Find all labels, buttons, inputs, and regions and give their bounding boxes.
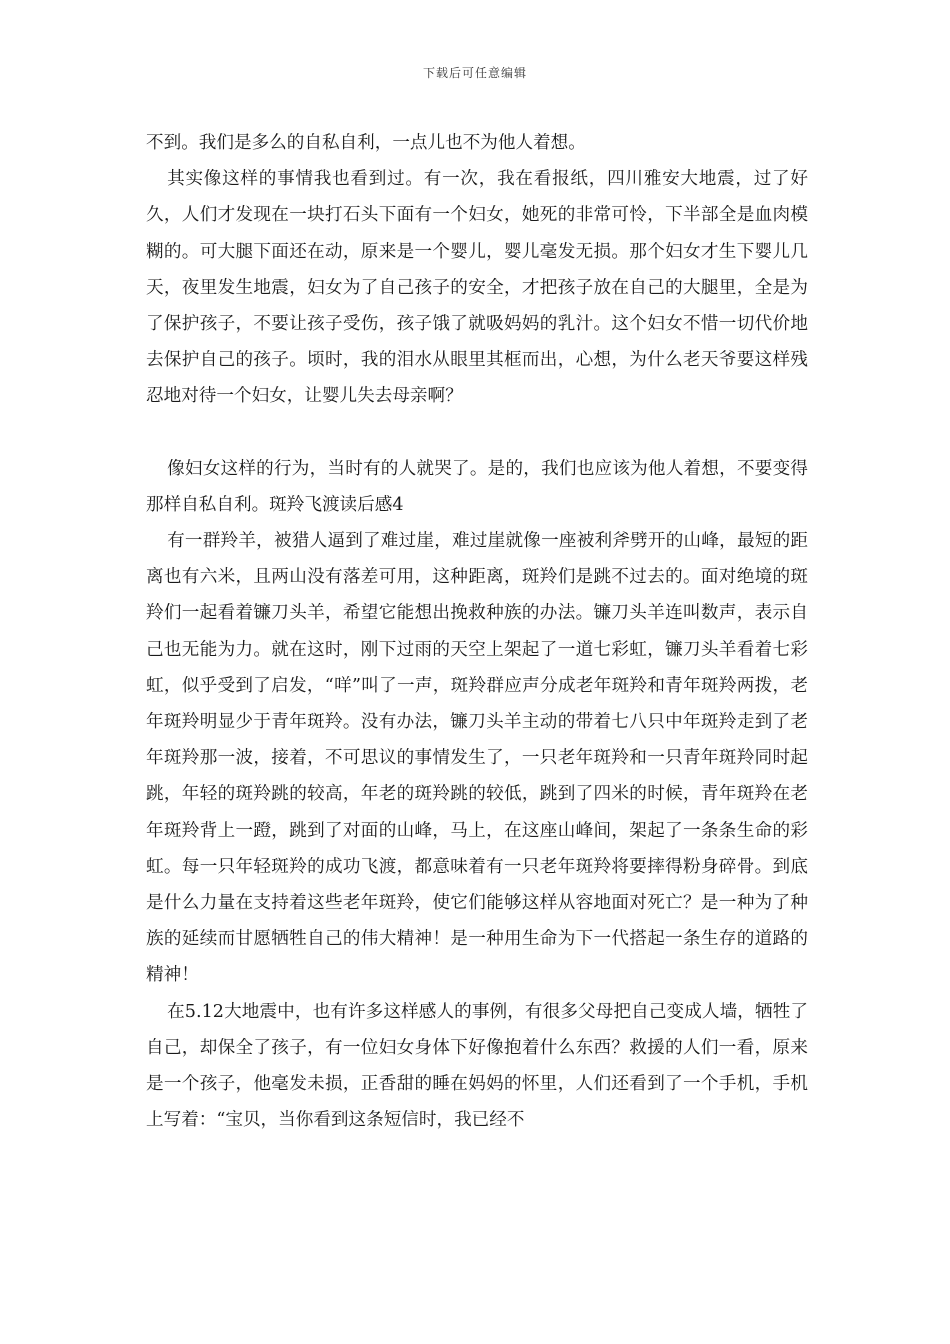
paragraph-reflection: 像妇女这样的行为，当时有的人就哭了。是的，我们也应该为他人着想，不要变得那样自私自利。斑羚飞渡读后感4 <box>146 458 808 515</box>
paragraph-512-earthquake: 在5.12大地震中，也有许多这样感人的事例，有很多父母把自己变成人墙，牺牲了自己，却保全了孩子，有一位妇女身体下好像抱着什么东西？救援的人们一看，原来是一个孩子，他毫发未损，正香甜的睡在妈妈的怀里，人们还看到了一个手机，手机上写着：“宝贝，当你看到这条短信时，我已经不 <box>146 1001 808 1131</box>
blank-line <box>146 415 808 451</box>
paragraph-antelope-story: 有一群羚羊，被猎人逼到了难过崖，难过崖就像一座被利斧劈开的山峰，最短的距离也有六米，且两山没有落差可用，这种距离，斑羚们是跳不过去的。面对绝境的斑羚们一起看着镰刀头羊，希望它能想出挽救种族的办法。镰刀头羊连叫数声，表示自己也无能为力。就在这时，刚下过雨的天空上架起了一道七彩虹，镰刀头羊看着七彩虹，似乎受到了启发，“咩”叫了一声，斑羚群应声分成老年斑羚和青年斑羚两拨，老年斑羚明显少于青年斑羚。没有办法，镰刀头羊主动的带着七八只中年斑羚走到了老年斑羚那一波，接着，不可思议的事情发生了，一只老年斑羚和一只青年斑羚同时起跳，年轻的斑羚跳的较高，年老的斑羚跳的较低，跳到了四米的时候，青年斑羚在老年斑羚背上一蹬，跳到了对面的山峰，马上，在这座山峰间，架起了一条条生命的彩虹。每一只年轻斑羚的成功飞渡，都意味着有一只老年斑羚将要摔得粉身碎骨。到底是什么力量在支持着这些老年斑羚，使它们能够这样从容地面对死亡？是一种为了种族的延续而甘愿牺牲自己的伟大精神！是一种用生命为下一代搭起一条生存的道路的精神！ <box>146 531 808 986</box>
paragraph-yaan-earthquake: 其实像这样的事情我也看到过。有一次，我在看报纸，四川雅安大地震，过了好久，人们才发现在一块打石头下面有一个妇女，她死的非常可怜，下半部全是血肉模糊的。可大腿下面还在动，原来是一个婴儿，婴儿毫发无损。那个妇女才生下婴儿几天，夜里发生地震，妇女为了自己孩子的安全，才把孩子放在自己的大腿里，全是为了保护孩子，不要让孩子受伤，孩子饿了就吸妈妈的乳汁。这个妇女不惜一切代价地去保护自己的孩子。顷时，我的泪水从眼里其框而出，心想，为什么老天爷要这样残忍地对待一个妇女，让婴儿失去母亲啊？ <box>146 169 808 407</box>
page-header: 下载后可任意编辑 <box>422 66 527 80</box>
paragraph-continuation: 不到。我们是多么的自私自利，一点儿也不为他人着想。 <box>146 133 586 153</box>
document-body <box>146 125 808 1138</box>
